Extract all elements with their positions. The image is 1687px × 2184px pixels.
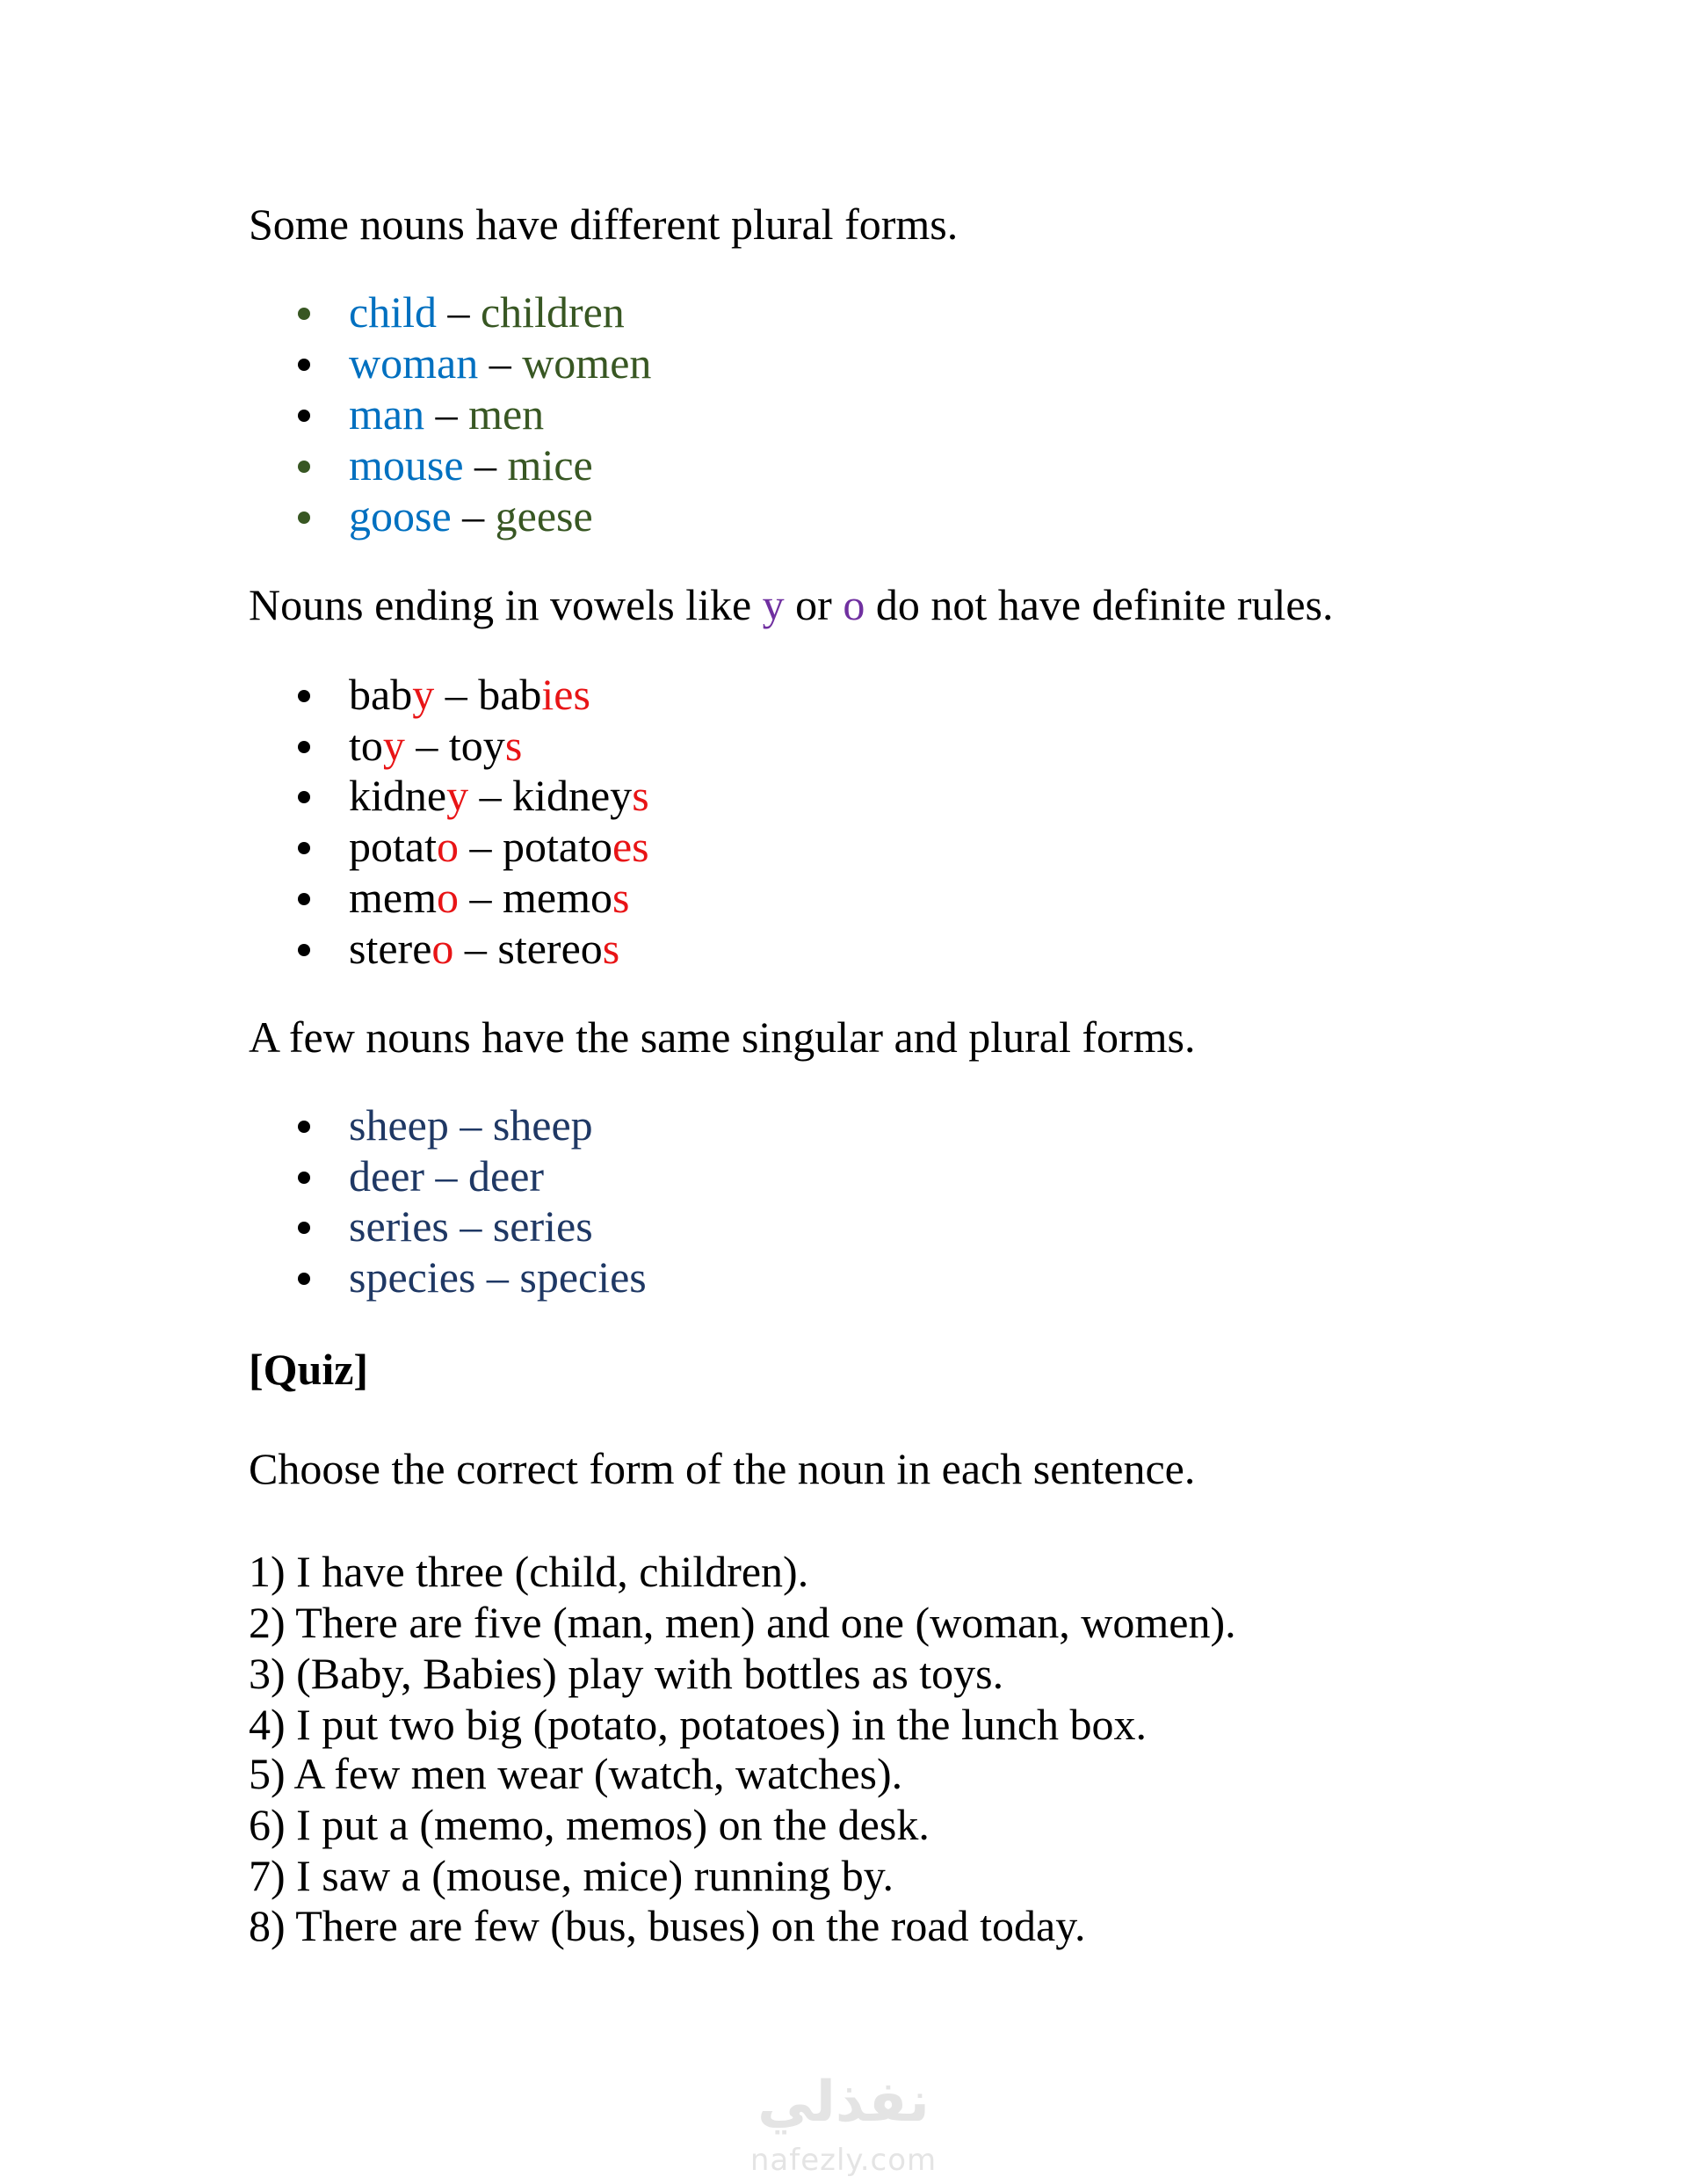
list-item [0,1252,1582,1302]
quiz-question: 2) There are five (man, men) and one (woman, women). [249,1598,1236,1647]
bullet-icon [298,791,310,803]
list-item [0,389,1582,439]
plural-ending: s [612,873,630,922]
singular-stem: bab [349,670,413,719]
bullet-icon [298,410,310,422]
watermark-url: nafezly.com [749,2143,938,2178]
bullet-icon [298,1222,310,1234]
section1-intro: Some nouns have different plural forms. [249,200,959,249]
list-item [0,491,1582,541]
plural-stem: memo [502,873,612,922]
dash: – [458,873,503,922]
section3-intro: A few nouns have the same singular and plural forms. [249,1012,1196,1062]
item-text: deer – deer [349,1151,545,1201]
quiz-question: 7) I saw a (mouse, mice) running by. [249,1851,894,1900]
singular-stem: to [349,721,383,770]
dash: – [436,287,481,337]
dash: – [451,491,496,541]
quiz-heading: [Quiz] [249,1345,369,1394]
intro-text: Nouns ending in vowels like [249,580,763,629]
list-item [0,1201,1582,1251]
vowel-y: y [762,580,785,629]
bullet-icon [298,1273,310,1285]
plural-ending: ies [541,670,590,719]
dash: – [434,670,479,719]
plural-word: children [480,287,625,337]
plural-ending: s [632,771,649,820]
bullet-icon [298,512,310,524]
bullet-icon [298,893,310,905]
singular-word: man [349,389,425,439]
section2-intro [249,580,1334,629]
dash: – [478,338,523,388]
list-item [0,721,1582,770]
dash: – [468,771,513,820]
list-item [0,873,1582,922]
quiz-question: 1) I have three (child, children). [249,1547,809,1596]
list-item [0,670,1582,719]
vowel-o: o [843,580,865,629]
bullet-icon [298,359,310,371]
bullet-icon [298,308,310,320]
quiz-question: 3) (Baby, Babies) play with bottles as toys. [249,1649,1004,1698]
list-item [0,771,1582,820]
quiz-question: 6) I put a (memo, memos) on the desk. [249,1800,930,1849]
plural-word: geese [495,491,593,541]
singular-word: woman [349,338,479,388]
plural-word: mice [507,440,593,490]
singular-ending: o [436,873,459,922]
watermark-arabic: نفذلي [757,2070,930,2135]
list-item [0,924,1582,973]
item-text: series – series [349,1201,593,1251]
list-item [0,822,1582,871]
dash: – [453,924,498,973]
plural-word: women [522,338,652,388]
singular-ending: y [446,771,469,820]
bullet-icon [298,461,310,473]
dash: – [458,822,503,871]
singular-ending: y [382,721,405,770]
singular-stem: potat [349,822,437,871]
item-text: species – species [349,1252,647,1302]
singular-word: child [349,287,437,337]
list-item [0,1100,1582,1150]
singular-ending: o [431,924,454,973]
dash: – [463,440,508,490]
list-item [0,440,1582,490]
singular-stem: mem [349,873,437,922]
singular-word: mouse [349,440,464,490]
list-item [0,287,1582,337]
bullet-icon [298,1121,310,1133]
plural-stem: toy [448,721,505,770]
singular-ending: y [412,670,435,719]
list-item [0,1151,1582,1201]
bullet-icon [298,1172,310,1184]
list-item [0,338,1582,388]
quiz-instruction: Choose the correct form of the noun in each sentence. [249,1444,1196,1493]
singular-stem: stere [349,924,432,973]
quiz-question: 4) I put two big (potato, potatoes) in the lunch box. [249,1700,1148,1749]
plural-ending: s [504,721,523,770]
plural-stem: stereo [497,924,603,973]
plural-ending: s [602,924,620,973]
singular-word: goose [349,491,452,541]
bullet-icon [298,842,310,854]
bullet-icon [298,690,310,702]
intro-text: do not have definite rules. [865,580,1334,629]
bullet-icon [298,741,310,753]
intro-text: or [784,580,844,629]
plural-stem: kidney [512,771,633,820]
singular-ending: o [436,822,459,871]
plural-ending: es [612,822,649,871]
item-text: sheep – sheep [349,1100,593,1150]
bullet-icon [298,944,310,956]
quiz-question: 8) There are few (bus, buses) on the road today. [249,1901,1086,1950]
dash: – [424,389,469,439]
singular-stem: kidne [349,771,447,820]
plural-stem: potato [502,822,612,871]
dash: – [404,721,449,770]
plural-word: men [468,389,545,439]
quiz-question: 5) A few men wear (watch, watches). [249,1749,903,1798]
plural-stem: bab [478,670,542,719]
